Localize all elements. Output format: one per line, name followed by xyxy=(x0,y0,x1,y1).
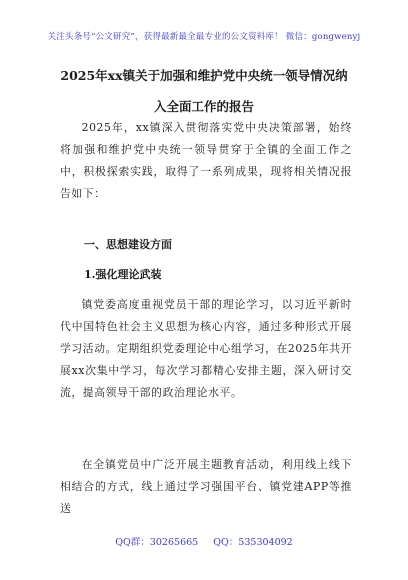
intro-paragraph: 2025年，xx镇深入贯彻落实党中央决策部署，始终将加强和维护党中央统一领导贯穿于全镇的全面工作之中，积极探索实践，取得了一系列成果，现将相关情况报告如下： xyxy=(60,121,352,200)
qq-group-number: QQ群：30265665 xyxy=(115,537,199,548)
title-line-1: 2025年xx镇关于加强和维护党中央统一领导情况纳 xyxy=(60,68,348,83)
subsection-heading: 1.强化理论武装 xyxy=(84,268,162,281)
theory-paragraph: 镇党委高度重视党员干部的理论学习，以习近平新时代中国特色社会主义思想为核心内容，通过多种形式开展学习活动。定期组织党委理论中心组学习，在2025年共开展xx次集中学习，每次学习都精心安排主题，深入研讨交流，提高领导干部的政治理论水平。 xyxy=(60,298,353,399)
section-heading: 一、思想建设方面 xyxy=(84,238,172,251)
header-banner: 关注头条号“公文研究”，获得最新最全最专业的公文资料库！ 微信：gongwenyj xyxy=(47,32,361,42)
title-line-2: 入全面工作的报告 xyxy=(153,99,254,114)
document-title xyxy=(44,60,364,122)
qq-number: QQ：535304092 xyxy=(213,537,293,548)
education-paragraph: 在全镇党员中广泛开展主题教育活动，利用线上线下相结合的方式，线上通过学习强国平台、镇党建APP等推送 xyxy=(60,458,352,515)
footer-contacts xyxy=(0,534,408,548)
